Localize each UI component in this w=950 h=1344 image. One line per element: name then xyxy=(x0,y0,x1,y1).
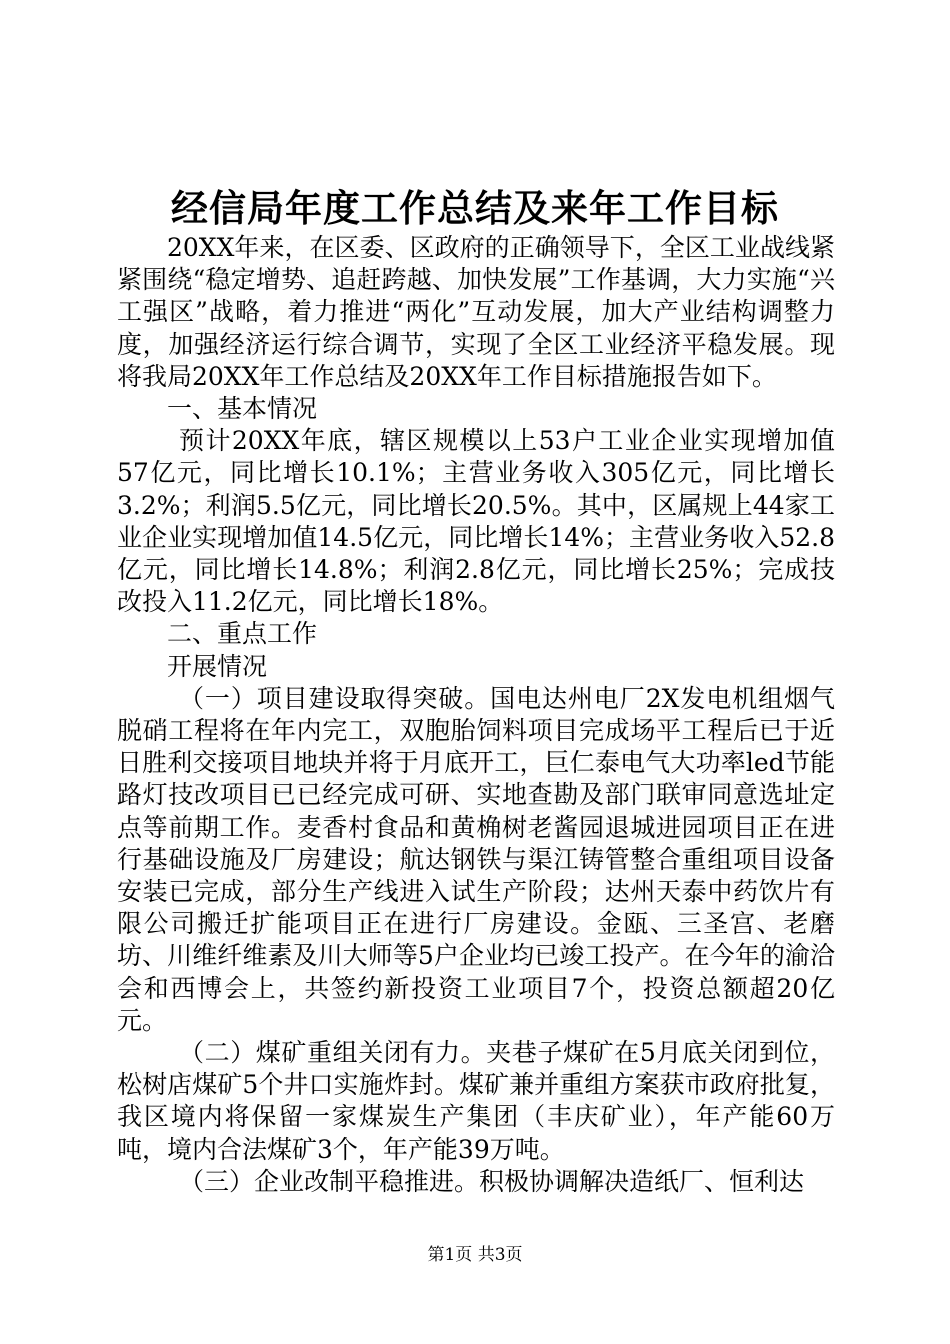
page-footer: 第1页 共3页 xyxy=(427,1245,523,1265)
section-heading-basic-situation: 一、基本情况 xyxy=(167,394,318,424)
section-heading-key-work: 二、重点工作 xyxy=(167,619,318,649)
intro-paragraph: 20XX年来，在区委、区政府的正确领导下，全区工业战线紧紧围绕“稳定增势、追赶跨越、加快发展”工作基调，大力实施“兴工强区”战略，着力推进“两化”互动发展，加大产业结构调整力度，加强经济运行综合调节，实现了全区工业经济平稳发展。现将我局20XX年工作总结及20XX年工作目标措施报告如下。 xyxy=(117,233,835,391)
project-construction-paragraph: （一）项目建设取得突破。国电达州电厂2X发电机组烟气脱硝工程将在年内完工，双胞胎饲料项目完成场平工程后已于近日胜利交接项目地块并将于月底开工，巨仁泰电气大功率led节能路灯技改项目已已经完成可研、实地查勘及部门联审同意选址定点等前期工作。麦香村食品和黄桷树老酱园退城进园项目正在进行基础设施及厂房建设；航达钢铁与渠江铸管整合重组项目设备安装已完成，部分生产线进入试生产阶段；达州天泰中药饮片有限公司搬迁扩能项目正在进行厂房建设。金瓯、三圣宫、老磨坊、川维纤维素及川大师等5户企业均已竣工投产。在今年的渝洽会和西博会上，共签约新投资工业项目7个，投资总额超20亿元。 xyxy=(117,683,835,1035)
subheading-progress: 开展情况 xyxy=(167,651,268,681)
enterprise-reform-paragraph: （三）企业改制平稳推进。积极协调解决造纸厂、恒利达 xyxy=(179,1166,805,1196)
coal-mine-paragraph: （二）煤矿重组关闭有力。夹巷子煤矿在5月底关闭到位，松树店煤矿5个井口实施炸封。煤矿兼并重组方案获市政府批复，我区境内将保留一家煤炭生产集团（丰庆矿业），年产能60万吨，境内合法煤矿3个，年产能39万吨。 xyxy=(117,1038,835,1164)
basic-situation-paragraph: 预计20XX年底，辖区规模以上53户工业企业实现增加值57亿元，同比增长10.1%；主营业务收入305亿元，同比增长3.2%；利润5.5亿元，同比增长20.5%。其中，区属规上44家工业企业实现增加值14.5亿元，同比增长14%；主营业务收入52.8亿元，同比增长14.8%；利润2.8亿元，同比增长25%；完成技改投入11.2亿元，同比增长18%。 xyxy=(117,426,835,617)
document-title: 经信局年度工作总结及来年工作目标 xyxy=(171,186,779,230)
document-body xyxy=(117,232,835,1198)
